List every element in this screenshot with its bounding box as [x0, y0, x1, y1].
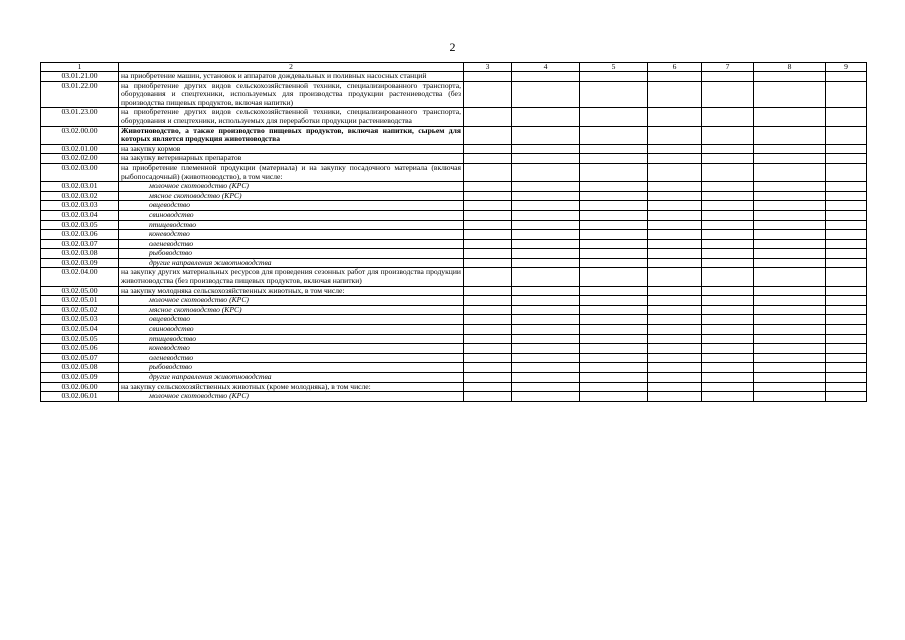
- value-cell: [580, 353, 648, 363]
- value-cell: [580, 154, 648, 164]
- table-row: [41, 154, 867, 164]
- row-description: на приобретение других видов сельскохозяйственной техники, специализированного транспорта, оборудования и спецтехники, используемых для производства продукции растениеводства (без производства пищевых продуктов, включая напитки): [119, 81, 464, 108]
- column-header: 9: [826, 63, 867, 72]
- value-cell: [648, 81, 702, 108]
- row-description: молочное скотоводство (КРС): [119, 296, 464, 306]
- value-cell: [702, 392, 754, 402]
- value-cell: [512, 268, 580, 286]
- value-cell: [648, 315, 702, 325]
- value-cell: [754, 392, 826, 402]
- value-cell: [702, 191, 754, 201]
- value-cell: [702, 325, 754, 335]
- value-cell: [826, 126, 867, 144]
- value-cell: [464, 363, 512, 373]
- table-row: [41, 81, 867, 108]
- row-code: 03.02.04.00: [41, 268, 119, 286]
- value-cell: [580, 315, 648, 325]
- value-cell: [464, 296, 512, 306]
- value-cell: [826, 363, 867, 373]
- value-cell: [754, 353, 826, 363]
- row-description: на закупку кормов: [119, 144, 464, 154]
- row-description: на закупку молодняка сельскохозяйственных животных, в том числе:: [119, 286, 464, 296]
- value-cell: [580, 305, 648, 315]
- column-header: 8: [754, 63, 826, 72]
- value-cell: [826, 182, 867, 192]
- column-header: 5: [580, 63, 648, 72]
- value-cell: [580, 220, 648, 230]
- value-cell: [826, 220, 867, 230]
- value-cell: [580, 334, 648, 344]
- value-cell: [754, 144, 826, 154]
- value-cell: [580, 72, 648, 82]
- value-cell: [826, 144, 867, 154]
- value-cell: [580, 296, 648, 306]
- value-cell: [754, 72, 826, 82]
- value-cell: [702, 239, 754, 249]
- table-row: [41, 201, 867, 211]
- value-cell: [648, 230, 702, 240]
- value-cell: [702, 305, 754, 315]
- table-row: [41, 296, 867, 306]
- value-cell: [580, 230, 648, 240]
- value-cell: [580, 144, 648, 154]
- value-cell: [512, 353, 580, 363]
- table-row: [41, 182, 867, 192]
- value-cell: [464, 201, 512, 211]
- value-cell: [826, 373, 867, 383]
- value-cell: [826, 108, 867, 126]
- row-description: овцеводство: [119, 201, 464, 211]
- value-cell: [580, 392, 648, 402]
- value-cell: [702, 258, 754, 268]
- row-code: 03.02.05.08: [41, 363, 119, 373]
- value-cell: [702, 334, 754, 344]
- row-code: 03.02.03.03: [41, 201, 119, 211]
- value-cell: [754, 268, 826, 286]
- value-cell: [464, 353, 512, 363]
- value-cell: [754, 191, 826, 201]
- value-cell: [648, 325, 702, 335]
- value-cell: [512, 373, 580, 383]
- value-cell: [464, 344, 512, 354]
- value-cell: [826, 286, 867, 296]
- value-cell: [754, 126, 826, 144]
- table-row: [41, 126, 867, 144]
- value-cell: [702, 182, 754, 192]
- value-cell: [754, 81, 826, 108]
- row-code: 03.01.23.00: [41, 108, 119, 126]
- row-code: 03.02.03.08: [41, 249, 119, 259]
- value-cell: [464, 163, 512, 181]
- row-code: 03.02.03.04: [41, 210, 119, 220]
- table-body: [41, 72, 867, 402]
- value-cell: [826, 334, 867, 344]
- value-cell: [826, 191, 867, 201]
- value-cell: [464, 191, 512, 201]
- value-cell: [754, 258, 826, 268]
- value-cell: [702, 210, 754, 220]
- value-cell: [648, 392, 702, 402]
- column-header: 2: [119, 63, 464, 72]
- value-cell: [512, 392, 580, 402]
- value-cell: [754, 154, 826, 164]
- value-cell: [648, 382, 702, 392]
- value-cell: [648, 258, 702, 268]
- value-cell: [580, 249, 648, 259]
- value-cell: [512, 220, 580, 230]
- row-code: 03.02.03.00: [41, 163, 119, 181]
- value-cell: [464, 315, 512, 325]
- value-cell: [648, 373, 702, 383]
- value-cell: [754, 182, 826, 192]
- page-number: 2: [449, 40, 456, 54]
- table-row: [41, 344, 867, 354]
- value-cell: [580, 126, 648, 144]
- value-cell: [464, 108, 512, 126]
- value-cell: [648, 108, 702, 126]
- table-row: [41, 163, 867, 181]
- value-cell: [464, 286, 512, 296]
- row-code: 03.02.00.00: [41, 126, 119, 144]
- row-description: другие направления животноводства: [119, 258, 464, 268]
- value-cell: [512, 81, 580, 108]
- value-cell: [512, 315, 580, 325]
- value-cell: [464, 144, 512, 154]
- row-code: 03.02.06.01: [41, 392, 119, 402]
- value-cell: [826, 305, 867, 315]
- row-description: овцеводство: [119, 315, 464, 325]
- row-code: 03.02.03.07: [41, 239, 119, 249]
- value-cell: [702, 154, 754, 164]
- value-cell: [648, 286, 702, 296]
- column-header: 7: [702, 63, 754, 72]
- value-cell: [580, 182, 648, 192]
- row-code: 03.02.02.00: [41, 154, 119, 164]
- value-cell: [464, 182, 512, 192]
- value-cell: [648, 201, 702, 211]
- value-cell: [648, 363, 702, 373]
- value-cell: [702, 353, 754, 363]
- value-cell: [826, 315, 867, 325]
- value-cell: [464, 72, 512, 82]
- value-cell: [512, 296, 580, 306]
- value-cell: [648, 249, 702, 259]
- row-description: птицеводство: [119, 220, 464, 230]
- value-cell: [754, 344, 826, 354]
- row-code: 03.02.05.06: [41, 344, 119, 354]
- value-cell: [580, 108, 648, 126]
- value-cell: [648, 210, 702, 220]
- row-description: свиноводство: [119, 325, 464, 335]
- row-code: 03.02.05.05: [41, 334, 119, 344]
- row-code: 03.02.05.03: [41, 315, 119, 325]
- value-cell: [512, 230, 580, 240]
- value-cell: [754, 363, 826, 373]
- value-cell: [580, 191, 648, 201]
- value-cell: [648, 353, 702, 363]
- row-description: на приобретение машин, установок и аппаратов дождевальных и поливных насосных станций: [119, 72, 464, 82]
- value-cell: [512, 305, 580, 315]
- value-cell: [754, 108, 826, 126]
- value-cell: [464, 305, 512, 315]
- value-cell: [826, 210, 867, 220]
- value-cell: [580, 286, 648, 296]
- value-cell: [826, 392, 867, 402]
- value-cell: [512, 325, 580, 335]
- value-cell: [464, 154, 512, 164]
- table-row: [41, 268, 867, 286]
- value-cell: [702, 268, 754, 286]
- value-cell: [826, 258, 867, 268]
- row-code: 03.02.05.09: [41, 373, 119, 383]
- value-cell: [826, 268, 867, 286]
- row-description: коневодство: [119, 344, 464, 354]
- row-description: мясное скотоводство (КРС): [119, 191, 464, 201]
- value-cell: [826, 230, 867, 240]
- value-cell: [512, 334, 580, 344]
- value-cell: [754, 220, 826, 230]
- value-cell: [580, 325, 648, 335]
- row-description: коневодство: [119, 230, 464, 240]
- column-header: 4: [512, 63, 580, 72]
- row-description: рыбоводство: [119, 249, 464, 259]
- value-cell: [512, 191, 580, 201]
- value-cell: [754, 382, 826, 392]
- row-code: 03.01.21.00: [41, 72, 119, 82]
- row-code: 03.02.03.02: [41, 191, 119, 201]
- value-cell: [754, 315, 826, 325]
- value-cell: [580, 210, 648, 220]
- value-cell: [464, 239, 512, 249]
- value-cell: [512, 249, 580, 259]
- value-cell: [512, 201, 580, 211]
- value-cell: [464, 325, 512, 335]
- row-description: свиноводство: [119, 210, 464, 220]
- value-cell: [754, 230, 826, 240]
- value-cell: [702, 201, 754, 211]
- row-code: 03.02.05.04: [41, 325, 119, 335]
- value-cell: [754, 201, 826, 211]
- row-description: на закупку других материальных ресурсов для проведения сезонных работ для производства продукции животноводства (без производства пищевых продуктов, включая напитки): [119, 268, 464, 286]
- value-cell: [464, 268, 512, 286]
- value-cell: [512, 144, 580, 154]
- value-cell: [580, 239, 648, 249]
- value-cell: [580, 373, 648, 383]
- value-cell: [826, 344, 867, 354]
- value-cell: [648, 334, 702, 344]
- value-cell: [702, 108, 754, 126]
- row-description: на закупку ветеринарных препаратов: [119, 154, 464, 164]
- value-cell: [464, 373, 512, 383]
- row-code: 03.02.03.06: [41, 230, 119, 240]
- value-cell: [702, 373, 754, 383]
- value-cell: [512, 344, 580, 354]
- value-cell: [648, 191, 702, 201]
- column-header: 6: [648, 63, 702, 72]
- value-cell: [702, 249, 754, 259]
- value-cell: [464, 220, 512, 230]
- value-cell: [512, 163, 580, 181]
- table-row: [41, 392, 867, 402]
- value-cell: [754, 239, 826, 249]
- value-cell: [512, 239, 580, 249]
- value-cell: [702, 382, 754, 392]
- value-cell: [512, 182, 580, 192]
- value-cell: [702, 126, 754, 144]
- value-cell: [826, 296, 867, 306]
- value-cell: [580, 81, 648, 108]
- report-table: [40, 62, 867, 402]
- value-cell: [826, 353, 867, 363]
- row-code: 03.02.03.09: [41, 258, 119, 268]
- value-cell: [754, 373, 826, 383]
- value-cell: [580, 258, 648, 268]
- row-description: на приобретение племенной продукции (материала) и на закупку посадочного материала (включая рыбопосадочный) (животноводство), в том числе:: [119, 163, 464, 181]
- column-header: 1: [41, 63, 119, 72]
- value-cell: [512, 363, 580, 373]
- value-cell: [464, 382, 512, 392]
- row-code: 03.02.03.05: [41, 220, 119, 230]
- value-cell: [512, 258, 580, 268]
- row-description: оленеводство: [119, 353, 464, 363]
- column-header: 3: [464, 63, 512, 72]
- value-cell: [648, 163, 702, 181]
- value-cell: [648, 296, 702, 306]
- value-cell: [464, 334, 512, 344]
- value-cell: [648, 182, 702, 192]
- value-cell: [580, 344, 648, 354]
- value-cell: [512, 286, 580, 296]
- value-cell: [702, 230, 754, 240]
- table-row: [41, 249, 867, 259]
- value-cell: [702, 344, 754, 354]
- row-code: 03.02.05.01: [41, 296, 119, 306]
- value-cell: [702, 363, 754, 373]
- value-cell: [754, 249, 826, 259]
- table-row: [41, 210, 867, 220]
- value-cell: [648, 239, 702, 249]
- value-cell: [580, 163, 648, 181]
- value-cell: [826, 249, 867, 259]
- value-cell: [648, 268, 702, 286]
- value-cell: [702, 286, 754, 296]
- value-cell: [464, 126, 512, 144]
- value-cell: [580, 363, 648, 373]
- value-cell: [512, 72, 580, 82]
- table-row: [41, 373, 867, 383]
- value-cell: [826, 81, 867, 108]
- value-cell: [464, 81, 512, 108]
- table-row: [41, 325, 867, 335]
- row-description: оленеводство: [119, 239, 464, 249]
- row-description: Животноводство, а также производство пищевых продуктов, включая напитки, сырьем для которых является продукция животноводства: [119, 126, 464, 144]
- value-cell: [702, 163, 754, 181]
- value-cell: [512, 382, 580, 392]
- value-cell: [648, 344, 702, 354]
- row-description: молочное скотоводство (КРС): [119, 182, 464, 192]
- value-cell: [512, 108, 580, 126]
- value-cell: [754, 325, 826, 335]
- value-cell: [648, 220, 702, 230]
- row-description: молочное скотоводство (КРС): [119, 392, 464, 402]
- value-cell: [580, 201, 648, 211]
- row-description: мясное скотоводство (КРС): [119, 305, 464, 315]
- value-cell: [648, 126, 702, 144]
- value-cell: [464, 258, 512, 268]
- value-cell: [648, 305, 702, 315]
- value-cell: [754, 305, 826, 315]
- row-code: 03.02.06.00: [41, 382, 119, 392]
- table-row: [41, 72, 867, 82]
- value-cell: [512, 154, 580, 164]
- value-cell: [512, 126, 580, 144]
- value-cell: [648, 72, 702, 82]
- value-cell: [826, 201, 867, 211]
- row-code: 03.02.05.02: [41, 305, 119, 315]
- value-cell: [826, 163, 867, 181]
- row-description: на закупку сельскохозяйственных животных (кроме молодняка), в том числе:: [119, 382, 464, 392]
- value-cell: [580, 382, 648, 392]
- value-cell: [826, 72, 867, 82]
- value-cell: [826, 382, 867, 392]
- value-cell: [648, 154, 702, 164]
- value-cell: [754, 210, 826, 220]
- value-cell: [754, 296, 826, 306]
- value-cell: [464, 210, 512, 220]
- row-description: птицеводство: [119, 334, 464, 344]
- value-cell: [754, 163, 826, 181]
- value-cell: [580, 268, 648, 286]
- value-cell: [648, 144, 702, 154]
- row-code: 03.02.05.00: [41, 286, 119, 296]
- row-description: другие направления животноводства: [119, 373, 464, 383]
- value-cell: [826, 239, 867, 249]
- value-cell: [512, 210, 580, 220]
- row-code: 03.02.05.07: [41, 353, 119, 363]
- value-cell: [702, 81, 754, 108]
- value-cell: [702, 220, 754, 230]
- value-cell: [702, 315, 754, 325]
- value-cell: [826, 154, 867, 164]
- value-cell: [464, 392, 512, 402]
- table-row: [41, 230, 867, 240]
- row-code: 03.02.03.01: [41, 182, 119, 192]
- value-cell: [464, 230, 512, 240]
- value-cell: [464, 249, 512, 259]
- row-code: 03.01.22.00: [41, 81, 119, 108]
- value-cell: [702, 144, 754, 154]
- value-cell: [702, 296, 754, 306]
- row-description: рыбоводство: [119, 363, 464, 373]
- table-row: [41, 108, 867, 126]
- value-cell: [754, 286, 826, 296]
- value-cell: [826, 325, 867, 335]
- value-cell: [702, 72, 754, 82]
- value-cell: [754, 334, 826, 344]
- row-code: 03.02.01.00: [41, 144, 119, 154]
- row-description: на приобретение других видов сельскохозяйственной техники, специализированного транспорта, оборудования и спецтехники, используемых для переработки продукции растениеводства: [119, 108, 464, 126]
